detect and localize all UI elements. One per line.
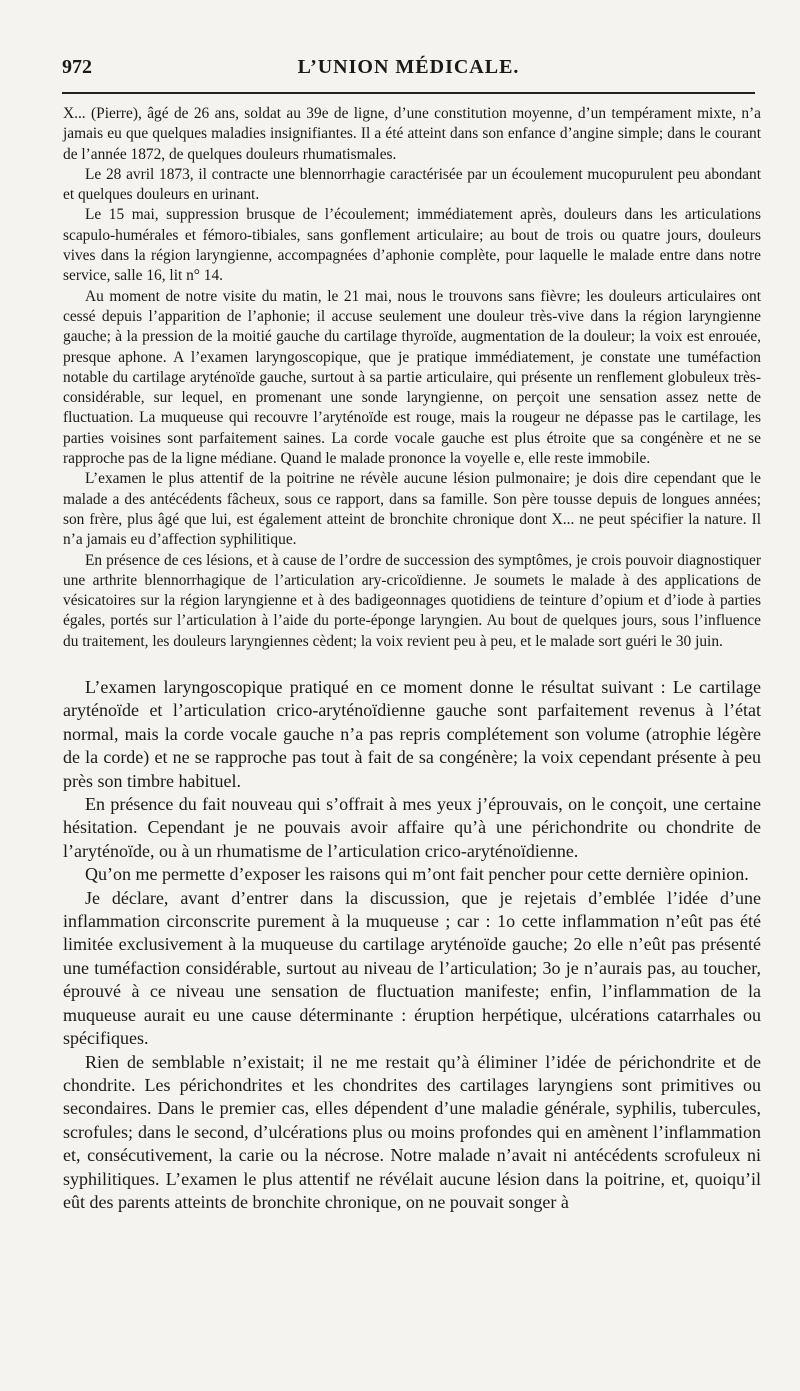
running-title: L’UNION MÉDICALE. xyxy=(297,56,520,78)
discussion-paragraph-3: Qu’on me permette d’exposer les raisons qui m’ont fait pencher pour cette dernière opinion. xyxy=(85,864,749,885)
observation-paragraph-5: L’examen le plus attentif de la poitrine ne révèle aucune lésion pulmonaire; je dois dire cependant que le malade a des antécédents fâcheux, sous ce rapport, dans sa famille. Son père tousse depuis de longues années; son frère, plus âgé que lui, est également atteint de bronchite chronique dont X... ne peut spécifier la nature. Il n’a jamais eu d’affection syphilitique. xyxy=(63,470,761,549)
page-header xyxy=(62,56,755,88)
observation-paragraph-6: En présence de ces lésions, et à cause de l’ordre de succession des symptômes, je crois pouvoir diagnostiquer une arthrite blennorrhagique de l’articulation ary-cricoïdienne. Je soumets le malade à des applications de vésicatoires sur la région laryngienne et à des badigeonnages quotidiens de teinture d’opium et d’iode à parties égales, portés sur l’articulation à l’aide du porte-éponge laryngien. Au bout de quelques jours, sous l’influence du traitement, les douleurs laryngiennes cèdent; la voix revient peu à peu, et le malade sort guéri le 30 juin. xyxy=(63,551,761,650)
page-number: 972 xyxy=(62,56,92,78)
observation-paragraph-3: Le 15 mai, suppression brusque de l’écoulement; immédiatement après, douleurs dans les articulations scapulo-humérales et fémoro-tibiales, sans gonflement articulaire; au bout de trois ou quatre jours, douleurs vives dans la région laryngienne, accompagnées d’aphonie complète, pour laquelle le malade entre dans notre service, salle 16, lit n° 14. xyxy=(63,206,761,285)
discussion xyxy=(63,676,761,1214)
discussion-paragraph-4: Je déclare, avant d’entrer dans la discussion, que je rejetais d’emblée l’idée d’une inflammation circonscrite purement à la muqueuse ; car : 1o cette inflammation n’eût pas été limitée exclusivement à la muqueuse du cartilage aryténoïde gauche; 2o elle n’eût pas présenté une tuméfaction considérable, surtout au niveau de l’articulation; 3o je n’aurais pas, au toucher, éprouvé à ce niveau une sensation de fluctuation manifeste; enfin, l’inflammation de la muqueuse aurait eu une cause déterminante : éruption herpétique, ulcérations catarrhales ou spécifiques. xyxy=(63,887,761,1049)
header-rule xyxy=(62,92,755,94)
discussion-paragraph-1: L’examen laryngoscopique pratiqué en ce moment donne le résultat suivant : Le cartilage aryténoïde et l’articulation crico-aryténoïdienne gauche sont parfaitement revenus à l’état normal, mais la corde vocale gauche n’a pas repris complétement son volume (atrophie légère de la corde) et ne se rapproche pas tout à fait de sa congénère; la voix cependant présente à peu près son timbre habituel. xyxy=(63,677,761,791)
observation-paragraph-2: Le 28 avril 1873, il contracte une blennorrhagie caractérisée par un écoulement mucopurulent peu abondant et quelques douleurs en urinant. xyxy=(63,165,761,204)
body-text xyxy=(63,104,761,1214)
discussion-paragraph-2: En présence du fait nouveau qui s’offrait à mes yeux j’éprouvais, on le conçoit, une certaine hésitation. Cependant je ne pouvais avoir affaire qu’à une périchondrite ou chondrite de l’aryténoïde, ou à un rhumatisme de l’articulation crico-aryténoïdienne. xyxy=(63,794,761,861)
discussion-paragraph-5: Rien de semblable n’existait; il ne me restait qu’à éliminer l’idée de périchondrite et de chondrite. Les périchondrites et les chondrites des cartilages laryngiens sont primitives ou secondaires. Dans le premier cas, elles dépendent d’une maladie générale, syphilis, tubercules, scrofules; dans le second, d’ulcérations plus ou moins profondes qui en amènent l’inflammation et, consécutivement, la carie ou la nécrose. Notre malade n’avait ni antécédents scrofuleux ni syphilitiques. L’examen le plus attentif ne révélait aucune lésion dans la poitrine, et, quoiqu’il eût des parents atteints de bronchite chronique, on ne pouvait songer à xyxy=(63,1051,761,1212)
case-observation xyxy=(63,104,761,652)
section-gap xyxy=(63,652,761,676)
observation-paragraph-1: X... (Pierre), âgé de 26 ans, soldat au 39e de ligne, d’une constitution moyenne, d’un tempérament mixte, n’a jamais eu que quelques maladies insignifiantes. Il a été atteint dans son enfance d’angine simple; dans le courant de l’année 1872, de quelques douleurs rhumatismales. xyxy=(63,105,761,163)
observation-paragraph-4: Au moment de notre visite du matin, le 21 mai, nous le trouvons sans fièvre; les douleurs articulaires ont cessé depuis l’apparition de l’aphonie; il accuse seulement une douleur très-vive dans la région laryngienne gauche; à la pression de la moitié gauche du cartilage thyroïde, augmentation de la douleur; la voix est enrouée, presque aphone. A l’examen laryngoscopique, que je pratique immédiatement, je constate une tuméfaction notable du cartilage aryténoïde gauche, surtout à sa partie articulaire, qui présente un renflement globuleux très-considérable, sur lequel, en promenant une sonde laryngienne, on perçoit une sensation assez nette de fluctuation. La muqueuse qui recouvre l’aryténoïde est rouge, mais la rougeur ne dépasse pas le cartilage, les parties voisines sont parfaitement saines. La corde vocale gauche est plus étroite que sa congénère et ne se rapproche pas de la ligne médiane. Quand le malade prononce la voyelle e, elle reste immobile. xyxy=(63,287,761,468)
